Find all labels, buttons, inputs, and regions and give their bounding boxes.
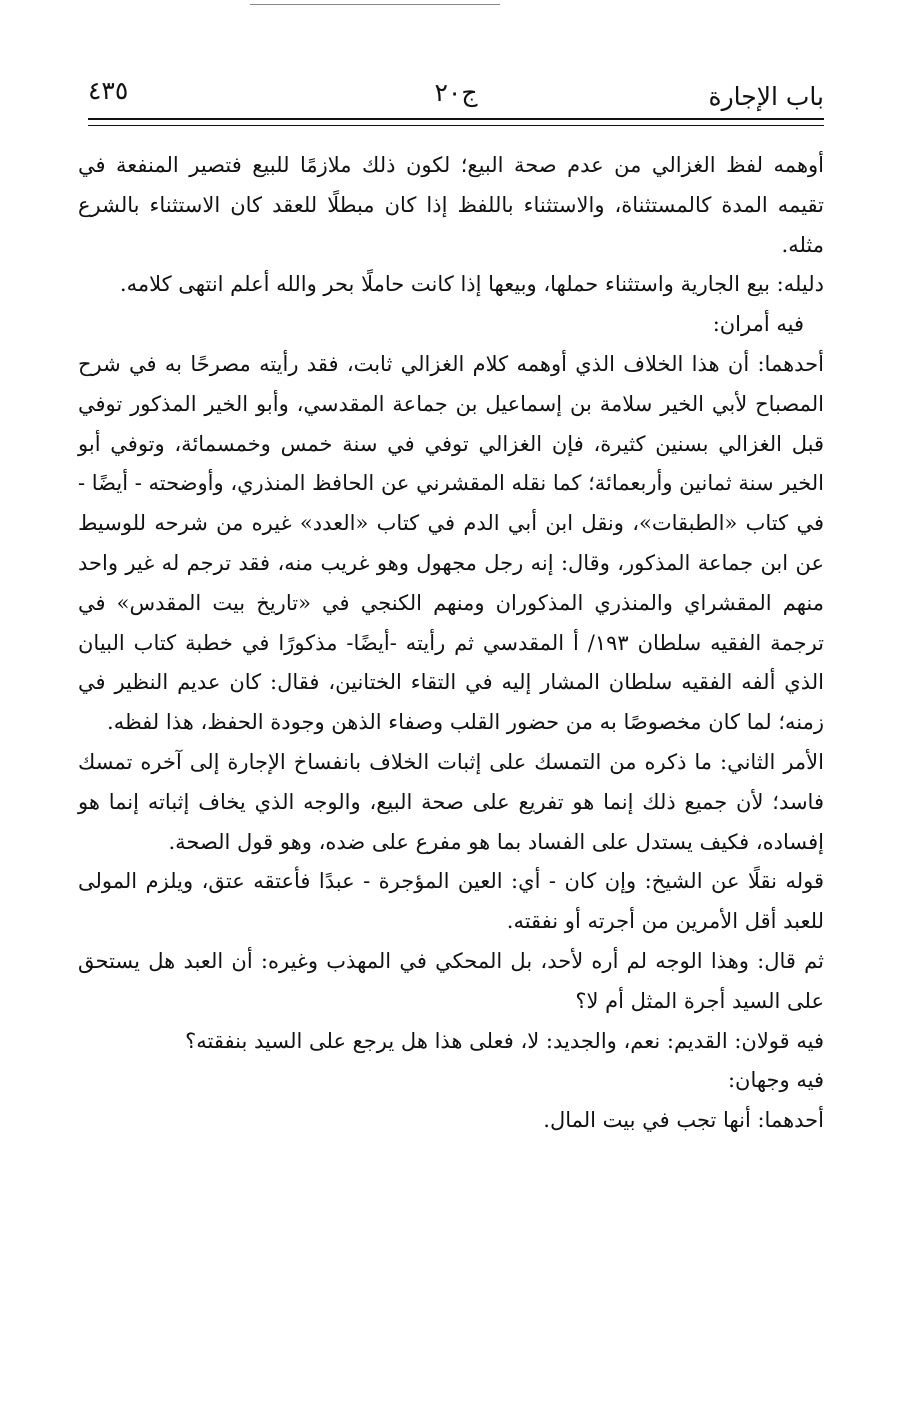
header-divider [88,118,824,126]
page-body [78,146,824,1141]
paragraph-first-view: أحدهما: أنها تجب في بيت المال. [543,1108,824,1133]
volume-number: ج٢٠ [434,78,478,107]
paragraph-then-said: ثم قال: وهذا الوجه لم أره لأحد، بل المحكي في المهذب وغيره: أن العبد هل يستحق على السيد أجرة المثل أم لا؟ [78,948,824,1013]
top-divider [250,4,500,5]
chapter-title: باب الإجارة [708,82,824,111]
paragraph-two-sayings: فيه قولان: القديم: نعم، والجديد: لا، فعلى هذا هل يرجع على السيد بنفقته؟ [185,1028,824,1053]
paragraph-two-views: فيه وجهان: [727,1068,824,1093]
paragraph-second-matter: الأمر الثاني: ما ذكره من التمسك على إثبات الخلاف بانفساخ الإجارة إلى آخره تمسك فاسد؛ لأن جميع ذلك إنما هو تفريع على صحة البيع، والوجه الذي يخاف إثباته إنما هو إفساده، فكيف يستدل على الفساد بما هو مفرع على ضده، وهو قول الصحة. [78,749,824,854]
page-header [88,76,824,116]
paragraph-two-matters: فيه أمران: [712,312,804,337]
paragraph-first-matter: أحدهما: أن هذا الخلاف الذي أوهمه كلام الغزالي ثابت، فقد رأيته مصرحًا به في شرح المصباح لأبي الخير سلامة بن إسماعيل بن جماعة المقدسي، وأبو الخير المذكور توفي قبل الغزالي بسنين كثيرة، فإن الغزالي توفي في سنة خمس وخمسمائة، وتوفي أبو الخير سنة ثمانين وأربعمائة؛ كما نقله المقشرني عن الحافظ المنذري، وأوضحته - أيضًا - في كتاب «الطبقات»، ونقل ابن أبي الدم في كتاب «العدد» غيره من شرحه للوسيط عن ابن جماعة المذكور، وقال: إنه رجل مجهول وهو غريب منه، فقد ترجم له غير واحد منهم المقشراي والمنذري المذكوران ومنهم الكنجي في «تاريخ بيت المقدس» في ترجمة الفقيه سلطان ١٩٣/ أ المقدسي ثم رأيته -أيضًا- مذكورًا في خطبة كتاب البيان الذي ألفه الفقيه سلطان المشار إليه في التقاء الختانين، فقال: كان عديم النظير في زمنه؛ لما كان مخصوصًا به من حضور القلب وصفاء الذهن وجودة الحفظ، هذا لفظه. [78,351,824,735]
paragraph-continuation: أوهمه لفظ الغزالي من عدم صحة البيع؛ لكون ذلك ملازمًا للبيع فتصير المنفعة في تقيمه المدة كالمستثناة، والاستثناء باللفظ إذا كان مبطلًا للعقد كان الاستثناء بالشرع مثله. [78,153,824,257]
paragraph-quote-sheikh: قوله نقلًا عن الشيخ: وإن كان - أي: العين المؤجرة - عبدًا فأعتقه عتق، ويلزم المولى للعبد أقل الأمرين من أجرته أو نفقته. [78,869,824,934]
page-number: ٤٣٥ [88,76,129,105]
paragraph-evidence: دليله: بيع الجارية واستثناء حملها، وبيعها إذا كانت حاملًا بحر والله أعلم انتهى كلامه. [119,272,824,297]
